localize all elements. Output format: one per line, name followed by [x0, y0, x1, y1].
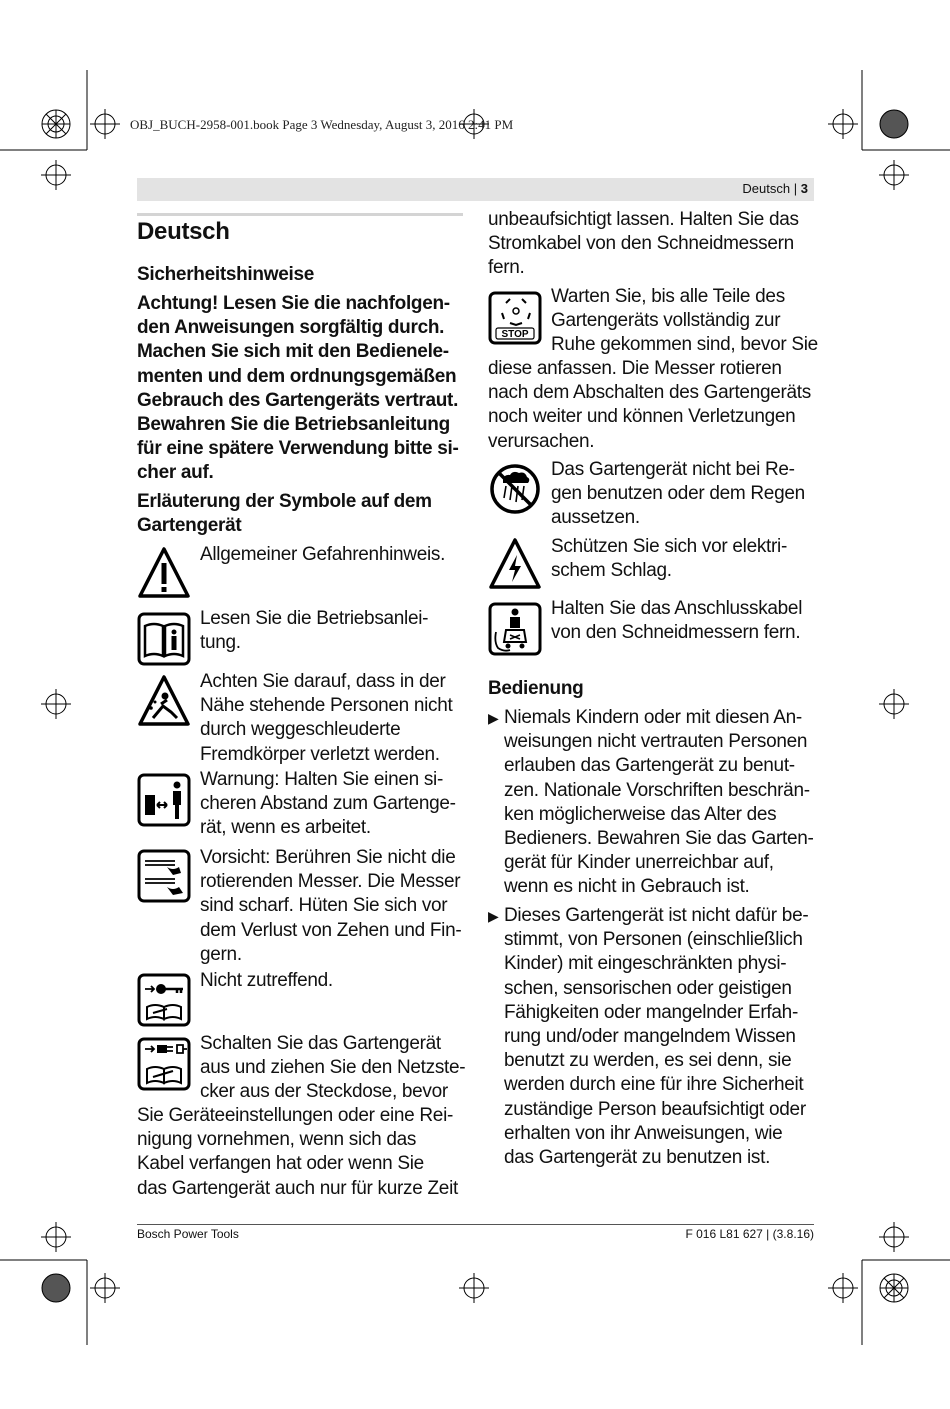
section-title: Deutsch	[137, 218, 230, 245]
symbol-text: Allgemeiner Gefahrenhinweis.	[200, 544, 446, 565]
title-rule	[137, 213, 463, 216]
registration-mark-icon	[42, 1274, 70, 1302]
footer-brand: Bosch Power Tools	[137, 1227, 239, 1241]
symbol-text: Schalten Sie das Gartengerät aus und ziehen Sie den Netzste- cker aus der Steckdose, bevor	[200, 1033, 466, 1103]
unplug-icon	[137, 1037, 191, 1091]
symbol-text: Vorsicht: Berühren Sie nicht die rotierenden Messer. Die Messer sind scharf. Hüten Sie sich vor dem Verlust von Zehen und Fin- gern.	[200, 847, 462, 965]
footer-docnumber: F 016 L81 627 | (3.8.16)	[685, 1227, 814, 1241]
symbol-text: Halten Sie das Anschlusskabel von den Schneidmessern fern.	[551, 598, 803, 644]
page-number: 3	[800, 181, 808, 196]
stop-rotation-icon	[488, 291, 542, 345]
key-manual-icon	[137, 973, 191, 1027]
symbol-text: Lesen Sie die Betriebsanlei- tung.	[200, 608, 429, 654]
running-header	[742, 181, 808, 196]
header-separator: |	[793, 181, 798, 196]
symbol-text: Warten Sie, bis alle Teile des Gartengeräts vollständig zur Ruhe gekommen sind, bevor Sie	[551, 286, 818, 356]
print-slug-line: OBJ_BUCH-2958-001.book Page 3 Wednesday, August 3, 2016 2:41 PM	[130, 117, 514, 132]
bullet-arrow-icon: ▶	[488, 908, 499, 924]
cable-away-icon	[488, 602, 542, 656]
symbol-text: Schützen Sie sich vor elektri- schem Schlag.	[551, 536, 787, 582]
no-rain-icon	[488, 462, 542, 516]
safe-distance-icon	[137, 773, 191, 827]
symbol-text: Nicht zutreffend.	[200, 970, 333, 991]
rotating-blades-icon	[137, 849, 191, 903]
bullet-arrow-icon: ▶	[488, 710, 499, 726]
symbol-text: Achten Sie darauf, dass in der Nähe stehende Personen nicht durch weggeschleuderte Fremdkörper verletzt werden.	[200, 671, 453, 765]
symbols-heading: Erläuterung der Symbole auf dem Gartengerät	[137, 491, 432, 537]
read-manual-icon	[137, 612, 191, 666]
bullet-item: ▶ Niemals Kindern oder mit diesen An- weisungen nicht vertrauten Personen erlauben das Gartengerät zu benut- zen. Nationale Vorschriften beschrän- ken möglicherweise das Alter des Bedieners. Bewahren Sie das Garten- gerät für Kinder unerreichbar auf, wenn es nicht in Gebrauch ist.	[488, 707, 814, 898]
bullet-item: ▶ Dieses Gartengerät ist nicht dafür be- stimmt, von Personen (einschließlich Kinder) mit eingeschränkten physi- schen, sensorischen oder geistigen Fähigkeiten oder mangelnder Erfah- rung und/oder mangelndem Wissen benutzt zu werden, es sei denn, sie werden durch eine für ihre Sicherheit zuständige Person beaufsichtigt oder erhalten von ihr Anweisungen, wie das Gartengerät zu benutzen ist.	[488, 905, 809, 1169]
warning-paragraph: Achtung! Lesen Sie die nachfolgen- den Anweisungen sorgfältig durch. Machen Sie sich mit den Bedienele- menten und dem ordnungsgemäßen Gebrauch des Gartengeräts vertraut. Bewahren Sie die Betriebsanleitung für eine spätere Verwendung bitte si- cher auf.	[137, 293, 459, 484]
registration-mark-icon	[42, 110, 70, 138]
symbol-text: Das Gartengerät nicht bei Re- gen benutzen oder dem Regen aussetzen.	[551, 459, 805, 529]
operation-heading: Bedienung	[488, 678, 584, 699]
header-section: Deutsch	[742, 181, 791, 196]
safety-heading: Sicherheitshinweise	[137, 264, 314, 285]
thrown-objects-icon	[137, 674, 191, 728]
continued-paragraph: unbeaufsichtigt lassen. Halten Sie das Stromkabel von den Schneidmessern fern.	[488, 209, 799, 279]
symbol-text: Warnung: Halten Sie einen si- cheren Abstand zum Gartenge- rät, wenn es arbeitet.	[200, 769, 456, 839]
electric-shock-icon	[488, 537, 542, 591]
registration-mark-icon	[880, 1274, 908, 1302]
header-bar	[137, 178, 814, 201]
stop-continuation: diese anfassen. Die Messer rotieren nach dem Abschalten des Gartengeräts noch weiter und können Verletzungen verursachen.	[488, 358, 811, 452]
registration-mark-icon	[880, 110, 908, 138]
stop-label: STOP	[501, 329, 529, 340]
unplug-continuation: Sie Geräteeinstellungen oder eine Rei- nigung vornehmen, wenn sich das Kabel verfangen hat oder wenn Sie das Gartengerät auch nur für kurze Zeit	[137, 1105, 458, 1199]
warning-triangle-icon	[137, 546, 191, 600]
footer-rule	[137, 1224, 814, 1225]
